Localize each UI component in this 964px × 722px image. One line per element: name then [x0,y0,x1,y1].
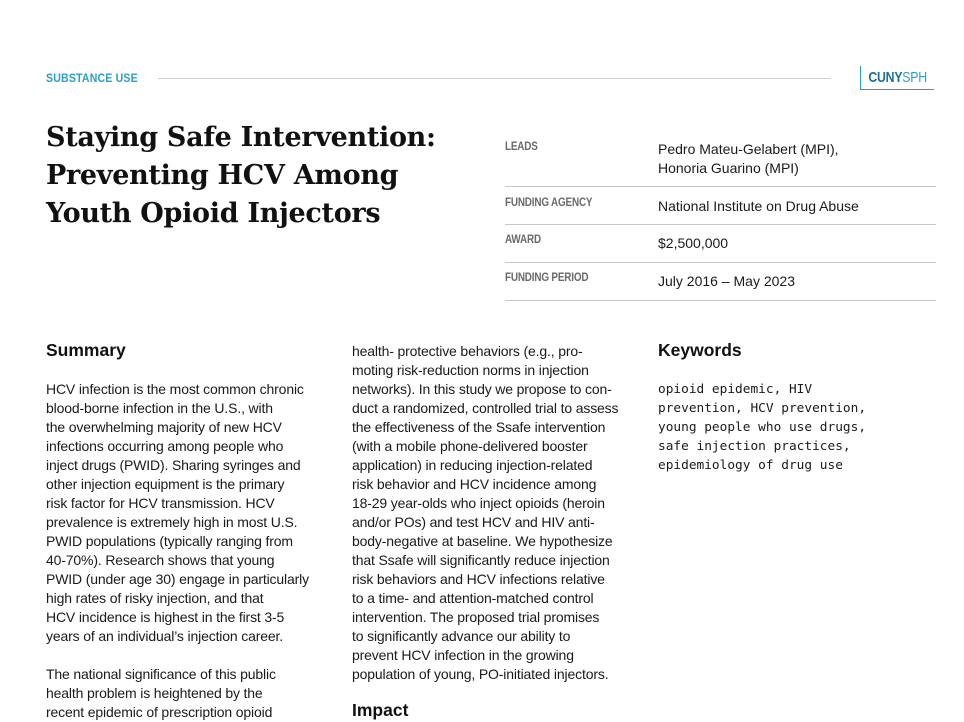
text-line: PWID populations (typically ranging from [46,533,293,549]
title-line-1: Staying Safe Intervention: [46,122,436,153]
text-line: and/or POs) and test HCV and HIV anti- [352,514,595,530]
project-metadata-table [505,132,936,301]
continuation-paragraph [352,342,637,684]
summary-paragraph-2 [46,665,326,722]
text-line: moting risk-reduction norms in injection [352,362,589,378]
meta-row-funding-period [505,263,936,301]
text-line: prevent HCV infection in the growing [352,647,574,663]
lead-2: Honoria Guarino (MPI) [658,160,799,176]
keywords-list [658,380,938,475]
title-line-2: Preventing HCV Among [46,160,399,191]
meta-row-award [505,225,936,263]
text-line: (with a mobile phone-delivered booster [352,438,588,454]
text-line: risk behavior and HCV incidence among [352,476,597,492]
text-line: application) in reducing injection-related [352,457,593,473]
award-value: $2,500,000 [658,235,729,251]
text-line: epidemiology of drug use [658,458,843,473]
text-line: that Ssafe will significantly reduce injection [352,552,610,568]
funding-period-value: July 2016 – May 2023 [658,273,795,289]
funding-agency-label: FUNDING AGENCY [505,197,593,209]
text-line: PWID (under age 30) engage in particularly [46,571,309,587]
text-line: blood-borne infection in the U.S., with [46,400,273,416]
text-line: body-negative at baseline. We hypothesize [352,533,613,549]
text-line: opioid epidemic, HIV [658,382,813,397]
text-line: prevalence is extremely high in most U.S. [46,514,298,530]
text-line: The national significance of this public [46,666,276,682]
text-line: population of young, PO-initiated injectors. [352,666,609,682]
text-line: inject drugs (PWID). Sharing syringes and [46,457,301,473]
category-label: SUBSTANCE USE [46,71,138,85]
text-line: young people who use drugs, [658,420,867,435]
summary-heading: Summary [46,340,126,360]
text-line: health problem is heightened by the [46,685,263,701]
leads-label: LEADS [505,141,538,153]
text-line: the overwhelming majority of new HCV [46,419,282,435]
summary-column [46,339,326,722]
page-title [46,119,466,233]
logo-cuny-text: CUNY [868,69,903,86]
text-line: to significantly advance our ability to [352,628,571,644]
funding-agency-value: National Institute on Drug Abuse [658,198,859,214]
keywords-heading: Keywords [658,340,742,360]
header-divider [158,78,831,79]
logo-sph-text: SPH [902,69,927,86]
lead-1: Pedro Mateu-Gelabert (MPI), [658,141,839,157]
title-line-3: Youth Opioid Injectors [46,198,381,229]
cuny-sph-logo [860,66,934,90]
text-line: prevention, HCV prevention, [658,401,867,416]
leads-value [658,140,839,178]
text-line: the effectiveness of the Ssafe intervention [352,419,606,435]
text-line: safe injection practices, [658,439,851,454]
text-line: years of an individual’s injection career. [46,628,284,644]
text-line: intervention. The proposed trial promises [352,609,600,625]
funding-period-label: FUNDING PERIOD [505,272,589,284]
text-line: HCV incidence is highest in the first 3-5 [46,609,285,625]
summary-paragraph-1 [46,380,326,646]
text-line: duct a randomized, controlled trial to assess [352,400,619,416]
meta-row-funding-agency [505,187,936,225]
text-line: risk factor for HCV transmission. HCV [46,495,275,511]
text-line: infections occurring among people who [46,438,284,454]
text-line: HCV infection is the most common chronic [46,381,304,397]
continuation-column [352,342,637,721]
text-line: 40-70%). Research shows that young [46,552,275,568]
text-line: other injection equipment is the primary [46,476,285,492]
award-label: AWARD [505,234,541,246]
meta-row-leads [505,132,936,187]
text-line: risk behaviors and HCV infections relative [352,571,605,587]
text-line: networks). In this study we propose to con- [352,381,612,397]
impact-heading: Impact [352,700,409,720]
keywords-column [658,339,938,475]
text-line: recent epidemic of prescription opioid [46,704,273,720]
text-line: 18-29 year-olds who inject opioids (heroin [352,495,605,511]
text-line: high rates of risky injection, and that [46,590,264,606]
text-line: to a time- and attention-matched control [352,590,594,606]
text-line: health- protective behaviors (e.g., pro- [352,343,583,359]
